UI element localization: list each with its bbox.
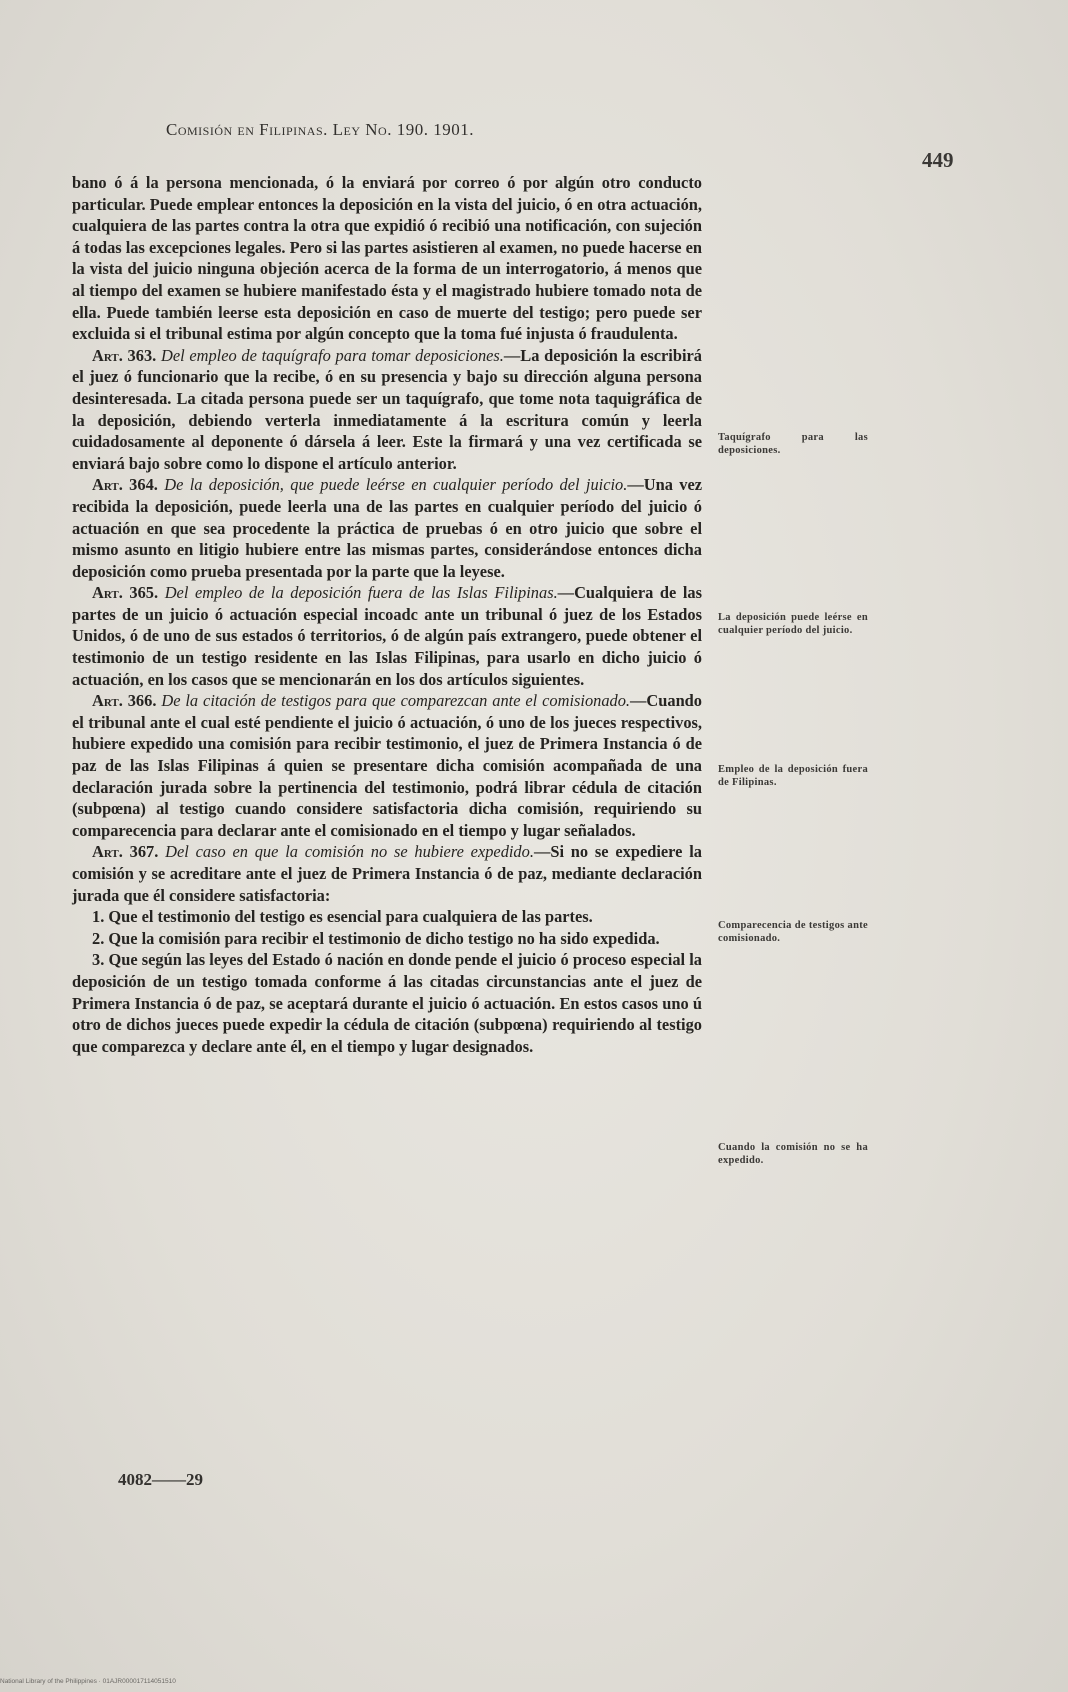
margin-note-365: Empleo de la deposición fuera de Filipinas. [718, 764, 868, 788]
article-title: Del empleo de la deposición fuera de las Islas Filipinas. [164, 583, 558, 603]
article-number: Art. 364. [92, 475, 158, 495]
list-item: 2. Que la comisión para recibir el testimonio de dicho testigo no ha sido expedida. [92, 928, 660, 948]
source-line: National Library of the Philippines · 01AJR000017114051510 [0, 1678, 176, 1685]
article-title: Del caso en que la comisión no se hubiere expedido. [165, 842, 534, 862]
article-366 [72, 690, 702, 841]
article-text: —Una vez recibida la deposición, puede leerla una de las partes en cualquier período del juicio ó actuación en que sea procedente la práctica de pruebas ó en otro juicio que sobre el mismo asunto en litigio hubiere entre las mismas partes, considerándose entonces dicha deposición como prueba presentada por la parte que la leyese. [72, 475, 702, 581]
running-title: Comisión en Filipinas. Ley No. 190. 1901. [166, 120, 474, 139]
article-number: Art. 366. [92, 691, 157, 711]
article-365 [72, 582, 702, 690]
body-text [72, 172, 702, 1057]
article-number: Art. 363. [92, 345, 157, 365]
article-number: Art. 367. [92, 842, 159, 862]
article-number: Art. 365. [92, 583, 159, 603]
article-367 [72, 841, 702, 906]
list-item: 3. Que según las leyes del Estado ó nación en donde pende el juicio ó proceso especial la deposición de un testigo tomada conforme á las citadas circunstancias ante el juez de Primera Instancia ó de paz, se aceptará durante el juicio ó actuación. En estos casos uno ú otro de dichos jueces puede expedir la cédula de citación (subpœna) requiriendo al testigo que comparezca y declare ante él, en el tiempo y lugar designados. [72, 950, 702, 1056]
margin-note-364: La deposición puede leérse en cualquier período del juicio. [718, 612, 868, 636]
article-title: Del empleo de taquígrafo para tomar deposiciones. [160, 345, 504, 365]
article-363 [72, 345, 702, 475]
article-text: —Cualquiera de las partes de un juicio ó actuación especial incoadc ante un tribunal ó juez de los Estados Unidos, ó de uno de sus estados ó territorios, ó de algún país extrangero, puede obtener el testimonio de un testigo residente en las Islas Filipinas, para usarlo en dicho juicio ó actuación, en los casos que se mencionarán en los dos artículos siguientes. [72, 583, 702, 689]
article-364 [72, 474, 702, 582]
list-item: 1. Que el testimonio del testigo es esencial para cualquiera de las partes. [92, 907, 593, 927]
article-title: De la deposición, que puede leérse en cualquier período del juicio. [164, 475, 628, 495]
printer-signature: 4082——29 [118, 1470, 203, 1489]
margin-note-367: Cuando la comisión no se ha expedido. [718, 1142, 868, 1166]
article-text: —Cuando el tribunal ante el cual esté pendiente el juicio ó actuación, ó uno de los jueces respectivos, hubiere expedido una comisión para recibir testimonio, el juez de Primera Instancia ó de paz de las Islas Filipinas á quien se presentare dicha comisión acompañada de una declaración jurada sobre la pertinencia del testimonio, podrá librar cédula de citación (subpœna) al testigo cuando considere satisfactoria dicha comisión, requiriendo su comparecencia para declarar ante el comisionado en el tiempo y lugar señalados. [72, 691, 702, 840]
paragraph-continued [72, 172, 702, 345]
margin-note-366: Comparecencia de testigos ante comisionado. [718, 920, 868, 944]
article-title: De la citación de testigos para que comparezcan ante el comisionado. [161, 691, 631, 711]
margin-note-363: Taquígrafo para las deposiciones. [718, 432, 868, 456]
page-number: 449 [922, 148, 954, 172]
paragraph-text: bano ó á la persona mencionada, ó la enviará por correo ó por algún otro conducto particular. Puede emplear entonces la deposición en la vista del juicio, ó en otra actuación, cualquiera de las partes contra la otra que expidió ó recibió una notificación, con sujeción á todas las excepciones legales. Pero si las partes asistieren al examen, no puede hacerse en la vista del juicio ninguna objeción acerca de la forma de un interrogatorio, á menos que al tiempo del examen se hubiere manifestado ésta y el magistrado hubiere tomado nota de ella. Puede también leerse esta deposición en caso de muerte del testigo; pero puede ser excluida si el tribunal estima por algún concepto que la toma fué injusta ó fraudulenta. [72, 173, 702, 344]
article-text: —La deposición la escribirá el juez ó funcionario que la recibe, ó en su presencia y bajo su dirección alguna persona desinteresada. La citada persona puede ser un taquígrafo, que tome nota taquigráfica de la deposición, debiendo verterla inmediatamente á la escritura común y leerla cuidadosamente al deponente ó dársela á leer. Este la firmará y una vez certificada se enviará bajo sobre como lo dispone el artículo anterior. [72, 345, 702, 473]
article-text: —Si no se expediere la comisión y se acreditare ante el juez de Primera Instancia ó de paz, mediante declaración jurada que él considere satisfactoria: [72, 842, 702, 905]
